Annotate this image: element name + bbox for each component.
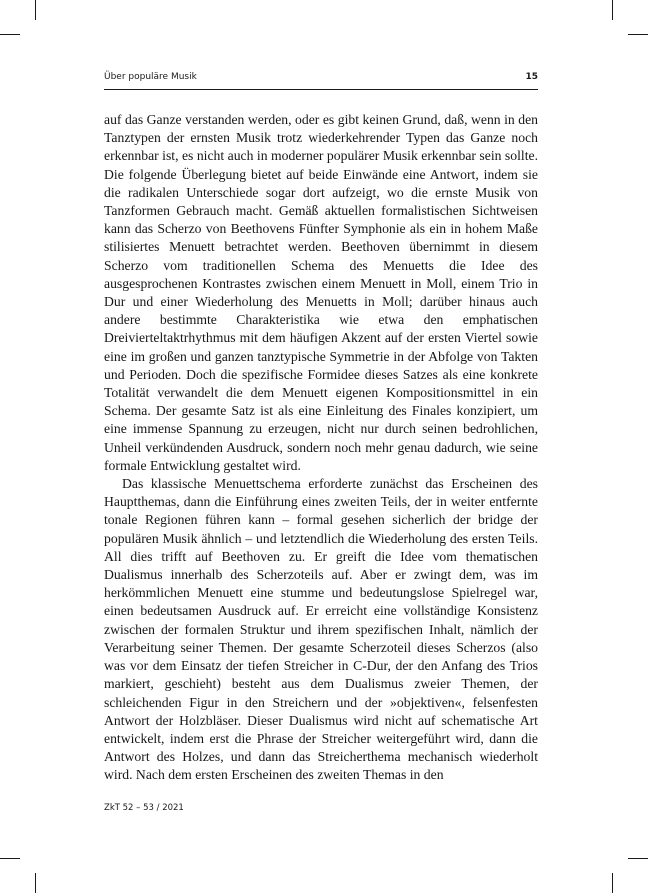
crop-mark-top-right-vertical <box>612 0 613 20</box>
header-rule <box>104 89 538 90</box>
crop-mark-top-right-horizontal <box>628 34 648 35</box>
crop-mark-top-left-vertical <box>35 0 36 20</box>
paragraph: Das klassische Menuettschema erforderte zunächst das Erscheinen des Hauptthemas, dann die Einführung eines zweiten Teils, der in weiter entfernte tonale Regionen führen kann – formal gesehen sicherlich der bridge der populären Musik ähnlich – und letztendlich die Wiederholung des ersten Teils. All dies trifft auf Beethoven zu. Er greift die Idee vom thematischen Dualismus innerhalb des Scherzoteils auf. Aber er zwingt dem, was im herkömmlichen Menuett eine stumme und bedeutungslose Spielregel war, einen bedeutsamen Ausdruck auf. Er erreicht eine vollständige Konsistenz zwischen der formalen Struktur und ihrem spezifischen Inhalt, nämlich der Verarbeitung seiner Themen. Der gesamte Scherzoteil dieses Scherzos (also was vor dem Einsatz der tiefen Streicher in C-Dur, der den Anfang des Trios markiert, geschieht) besteht aus dem Dualismus zweier Themen, der schleichenden Figur in den Streichern und der »objektiven«, felsenfesten Antwort der Holzbläser. Dieser Dualismus wird nicht auf schematische Art entwickelt, indem erst die Phrase der Streicher weitergeführt wird, dann die Antwort des Holzes, und dann das Streicherthema mechanisch wiederholt wird. Nach dem ersten Erscheinen des zweiten Themas in den <box>104 476 538 783</box>
journal-reference: ZkT 52 – 53 / 2021 <box>104 803 184 813</box>
crop-mark-bottom-right-vertical <box>612 873 613 893</box>
crop-mark-bottom-left-vertical <box>35 873 36 893</box>
paragraph: auf das Ganze verstanden werden, oder es gibt keinen Grund, daß, wenn in den Tanztypen der ernsten Musik trotz wiederkehrender Typen das Ganze noch erkennbar ist, es nicht auch in moderner populärer Musik erkennbar sein sollte. Die folgende Überlegung bietet auf beide Einwände eine Antwort, indem sie die radikalen Unterschiede sogar dort aufzeigt, wo die ernste Musik von Tanzformen Gebrauch macht. Gemäß aktuellen formalistischen Sichtweisen kann das Scherzo von Beethovens Fünfter Symphonie als ein in hohem Maße stilisiertes Menuett betrachtet werden. Beethoven übernimmt in diesem Scherzo vom traditionellen Schema des Menuetts die Idee des ausgesprochenen Kontrastes zwischen einem Menuett in Moll, einem Trio in Dur und einer Wiederholung des Menuetts in Moll; darüber hinaus auch andere bestimmte Charakteristika wie etwa den emphatischen Dreivierteltaktrhythmus mit dem häufigen Akzent auf der ersten Viertel sowie eine im großen und ganzen tanztypische Symmetrie in der Abfolge von Takten und Perioden. Doch die spezifische Formidee dieses Satzes als eine konkrete Totalität verwandelt die dem Menuett eigenen Kompositionsmittel in ein Schema. Der gesamte Satz ist als eine Einleitung des Finales konzipiert, um eine immense Spannung zu erzeugen, nicht nur durch seinen bedrohlichen, Unheil verkündenden Ausdruck, sondern noch mehr genau dadurch, wie seine formale Entwicklung gestaltet wird. <box>104 112 538 473</box>
page-number: 15 <box>525 72 538 82</box>
crop-mark-top-left-horizontal <box>0 34 20 35</box>
running-header <box>104 70 538 86</box>
body-text <box>104 111 538 785</box>
crop-mark-bottom-right-horizontal <box>628 858 648 859</box>
running-title: Über populäre Musik <box>104 72 197 82</box>
crop-mark-bottom-left-horizontal <box>0 858 20 859</box>
